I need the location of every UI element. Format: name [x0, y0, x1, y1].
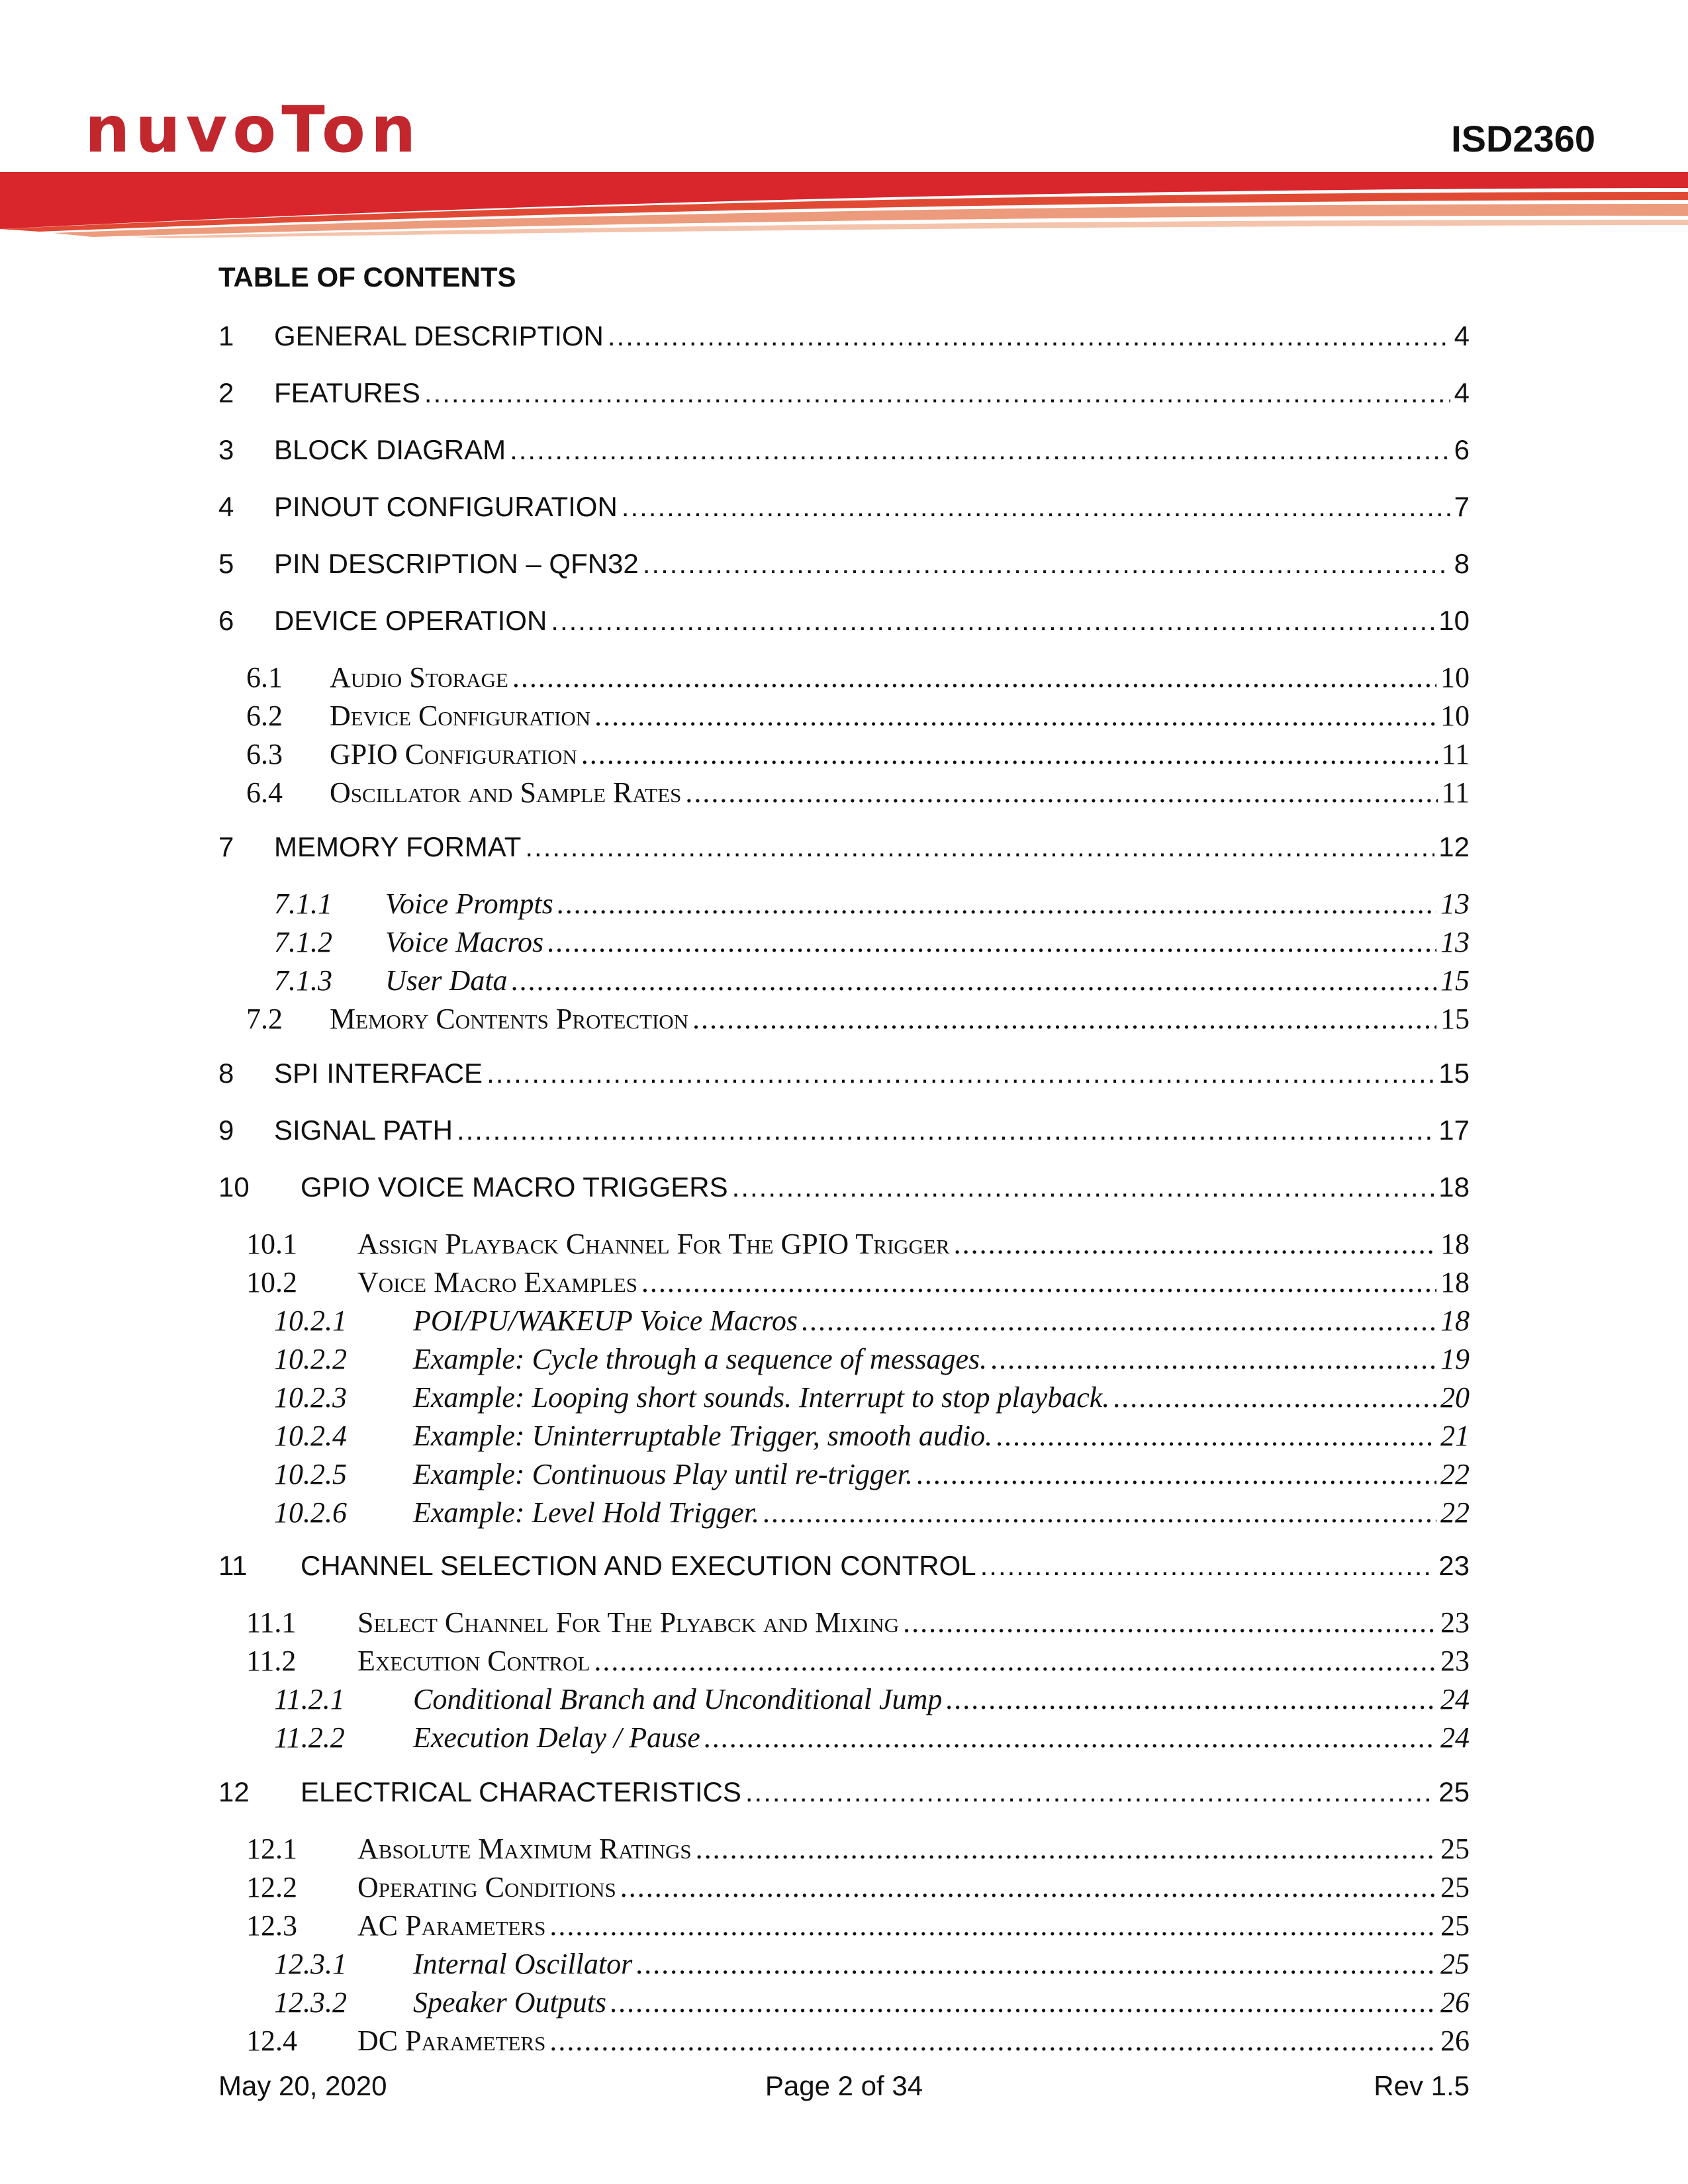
toc-entry-number: 12: [218, 1776, 250, 1807]
toc-entry-number: 10.2.3: [274, 1381, 347, 1414]
toc-entry-number: 10.2: [246, 1266, 297, 1298]
toc-entry-page: 22: [1440, 1458, 1470, 1490]
toc-entry-page: 24: [1440, 1721, 1470, 1754]
header-swoosh-graphic: [0, 165, 1688, 238]
toc-entry-title: Voice Macros: [385, 926, 544, 958]
toc-entry-number: 11: [218, 1550, 248, 1581]
toc-entry-number: 6.1: [246, 661, 283, 694]
toc-entry[interactable]: [246, 1227, 1470, 1261]
toc-entry-title: Oscillator and Sample Rates: [330, 776, 682, 809]
toc-entry-page: 21: [1440, 1420, 1470, 1452]
toc-entry-number: 2: [218, 377, 234, 408]
dot-leader: [594, 699, 1436, 733]
toc-entry-number: 1: [218, 320, 234, 351]
toc-entry-page: 19: [1440, 1343, 1470, 1375]
toc-entry-title: SPI INTERFACE: [274, 1058, 483, 1089]
toc-entry-title: Memory Contents Protection: [330, 1003, 689, 1035]
toc-entry-title: Audio Storage: [330, 661, 508, 694]
dot-leader: [457, 1115, 1434, 1146]
toc-entry-page: 25: [1438, 1776, 1470, 1807]
page-header: [0, 0, 1688, 238]
toc-entry-page: 24: [1440, 1683, 1470, 1715]
toc-entry-page: 23: [1440, 1606, 1470, 1639]
dot-leader: [549, 2024, 1436, 2058]
toc-entry-page: 17: [1438, 1115, 1470, 1146]
toc-entry[interactable]: [218, 434, 1470, 466]
toc-entry-number: 3: [218, 434, 234, 465]
toc-entry[interactable]: [218, 605, 1470, 637]
toc-entry-number: 10.2.2: [274, 1343, 347, 1375]
toc-entry-page: 10: [1440, 661, 1470, 694]
toc-entry-title: Assign Playback Channel For The GPIO Trigger: [357, 1228, 950, 1260]
dot-leader: [1113, 1381, 1436, 1414]
toc-entry[interactable]: [218, 1171, 1470, 1203]
toc-entry[interactable]: [274, 1304, 1470, 1338]
toc-entry[interactable]: [274, 1985, 1470, 2019]
toc-entry[interactable]: [246, 699, 1470, 733]
toc-entry-number: 12.3: [246, 1909, 297, 1942]
toc-entry-title: FEATURES: [274, 377, 420, 408]
toc-entry-title: AC Parameters: [357, 1909, 546, 1942]
toc-entry-page: 18: [1440, 1266, 1470, 1298]
dot-leader: [547, 925, 1436, 959]
toc-entry-title: Speaker Outputs: [413, 1986, 607, 2019]
toc-entry[interactable]: [274, 1381, 1470, 1414]
toc-entry-page: 4: [1454, 377, 1470, 408]
toc-entry-page: 10: [1438, 605, 1470, 636]
toc-entry-number: 9: [218, 1115, 234, 1146]
toc-entry-page: 18: [1440, 1228, 1470, 1260]
toc-entry[interactable]: [274, 887, 1470, 921]
toc-entry-number: 10.2.5: [274, 1458, 347, 1490]
toc-entry-number: 11.2.2: [274, 1721, 345, 1754]
toc-entry[interactable]: [246, 1870, 1470, 1904]
toc-entry-page: 13: [1440, 887, 1470, 920]
dot-leader: [512, 964, 1436, 997]
toc-entry-page: 8: [1454, 548, 1470, 579]
toc-entry[interactable]: [218, 831, 1470, 863]
toc-entry-title: Example: Continuous Play until re-trigger.: [413, 1458, 913, 1490]
toc-entry-page: 6: [1454, 434, 1470, 465]
toc-entry-title: Operating Conditions: [357, 1871, 616, 1903]
toc-entry-number: 12.4: [246, 2025, 297, 2057]
toc-entry-page: 23: [1438, 1550, 1470, 1581]
dot-leader: [557, 887, 1436, 921]
toc-entry-page: 15: [1440, 1003, 1470, 1035]
toc-entry-number: 7: [218, 831, 234, 862]
dot-leader: [487, 1058, 1434, 1089]
dot-leader: [594, 1644, 1436, 1678]
toc-entry[interactable]: [218, 1550, 1470, 1582]
toc-entry-page: 26: [1440, 2025, 1470, 2057]
toc-entry-number: 11.2.1: [274, 1683, 345, 1715]
dot-leader: [608, 320, 1450, 352]
toc-entry-page: 22: [1440, 1496, 1470, 1529]
toc-entry[interactable]: [218, 491, 1470, 523]
dot-leader: [525, 831, 1434, 863]
toc-entry-page: 4: [1454, 320, 1470, 351]
toc-entry-title: BLOCK DIAGRAM: [274, 434, 506, 465]
dot-leader: [696, 1832, 1436, 1866]
toc-entry-title: PIN DESCRIPTION – QFN32: [274, 548, 639, 579]
toc-entry-number: 4: [218, 491, 234, 522]
toc-entry-title: GPIO VOICE MACRO TRIGGERS: [301, 1171, 728, 1203]
dot-leader: [802, 1304, 1436, 1338]
toc-entry[interactable]: [246, 776, 1470, 809]
toc-entry[interactable]: [218, 1115, 1470, 1146]
toc-entry-page: 11: [1441, 776, 1470, 809]
toc-entry-page: 23: [1440, 1645, 1470, 1677]
dot-leader: [917, 1457, 1436, 1491]
toc-entry-page: 20: [1440, 1381, 1470, 1414]
toc-entry-page: 18: [1438, 1171, 1470, 1203]
toc-entry[interactable]: [246, 1606, 1470, 1639]
toc-entry[interactable]: [274, 1419, 1470, 1453]
toc-entry-number: 10.2.4: [274, 1420, 347, 1452]
toc-entry-number: 10: [218, 1171, 250, 1203]
toc-entry-number: 8: [218, 1058, 234, 1089]
toc-entry[interactable]: [218, 548, 1470, 580]
toc-entry-page: 7: [1454, 491, 1470, 522]
toc-entry[interactable]: [274, 1682, 1470, 1716]
toc-entry[interactable]: [246, 737, 1470, 771]
toc-entry-title: PINOUT CONFIGURATION: [274, 491, 618, 522]
dot-leader: [692, 1002, 1436, 1036]
dot-leader: [763, 1496, 1436, 1529]
dot-leader: [732, 1171, 1435, 1203]
toc-entry-page: 18: [1440, 1304, 1470, 1337]
toc-entry-page: 11: [1441, 738, 1470, 770]
toc-entry-page: 25: [1440, 1871, 1470, 1903]
nuvoton-logo: nuvoTon: [85, 93, 422, 167]
dot-leader: [641, 1265, 1436, 1299]
toc-entry-number: 6: [218, 605, 234, 636]
dot-leader: [549, 1909, 1436, 1942]
toc-entry-number: 11.2: [246, 1645, 297, 1677]
toc-entry-title: ELECTRICAL CHARACTERISTICS: [301, 1776, 741, 1807]
toc-entry[interactable]: [218, 320, 1470, 352]
toc-entry[interactable]: [274, 1457, 1470, 1491]
toc-entry[interactable]: [246, 2024, 1470, 2058]
toc-entry-title: GPIO Configuration: [330, 738, 577, 770]
dot-leader: [620, 1870, 1436, 1904]
toc-entry-number: 7.1.3: [274, 964, 332, 997]
toc-entry[interactable]: [274, 964, 1470, 997]
dot-leader: [424, 377, 1450, 409]
toc-entry[interactable]: [246, 1832, 1470, 1866]
dot-leader: [745, 1776, 1434, 1808]
dot-leader: [685, 776, 1437, 809]
toc-entry-number: 6.4: [246, 776, 283, 809]
dot-leader: [643, 548, 1450, 580]
toc-entry-page: 26: [1440, 1986, 1470, 2019]
dot-leader: [510, 434, 1450, 466]
toc-entry[interactable]: [274, 1342, 1470, 1376]
toc-entry-title: Select Channel For The Plyabck and Mixing: [357, 1606, 900, 1639]
toc-entry[interactable]: [246, 1002, 1470, 1036]
toc-entry-title: DEVICE OPERATION: [274, 605, 547, 636]
toc-entry-page: 25: [1440, 1833, 1470, 1865]
toc-entry[interactable]: [274, 1947, 1470, 1981]
toc-entry-number: 11.1: [246, 1606, 297, 1639]
toc-entry[interactable]: [246, 1265, 1470, 1299]
toc-entry-number: 7.2: [246, 1003, 283, 1035]
toc-entry-title: Internal Oscillator: [413, 1948, 633, 1980]
toc-entry-title: Device Configuration: [330, 700, 591, 732]
dot-leader: [581, 737, 1438, 771]
toc-entry-number: 10.1: [246, 1228, 297, 1260]
toc-entry[interactable]: [246, 1644, 1470, 1678]
toc-entry-number: 12.2: [246, 1871, 297, 1903]
toc-entry-title: Conditional Branch and Unconditional Jump: [413, 1683, 943, 1715]
toc-entry-title: Example: Cycle through a sequence of messages.: [413, 1343, 988, 1375]
toc-entry-title: Example: Level Hold Trigger.: [413, 1496, 760, 1529]
document-id: ISD2360: [1451, 118, 1595, 159]
toc-entry-title: Execution Control: [357, 1645, 590, 1677]
toc-entry-number: 12.3.2: [274, 1986, 347, 2019]
toc-entry-page: 25: [1440, 1948, 1470, 1980]
toc-entry[interactable]: [274, 925, 1470, 959]
toc-entry[interactable]: [246, 660, 1470, 694]
toc-entry-page: 15: [1440, 964, 1470, 997]
toc-entry-number: 10.2.6: [274, 1496, 347, 1529]
toc-entry-title: POI/PU/WAKEUP Voice Macros: [413, 1304, 798, 1337]
toc-entry-number: 7.1.1: [274, 887, 332, 920]
toc-entry-number: 6.3: [246, 738, 283, 770]
toc-entry-title: Absolute Maximum Ratings: [357, 1833, 692, 1865]
toc-entry[interactable]: [246, 1909, 1470, 1942]
footer-date: May 20, 2020: [218, 2070, 387, 2101]
toc-entry-number: 6.2: [246, 700, 283, 732]
toc-entry-title: Example: Uninterruptable Trigger, smooth audio.: [413, 1420, 993, 1452]
toc-entry[interactable]: [218, 377, 1470, 409]
toc-entry-page: 15: [1438, 1058, 1470, 1089]
toc-entry-title: Voice Prompts: [385, 887, 553, 920]
toc-entry-number: 12.1: [246, 1833, 297, 1865]
toc-entry-title: SIGNAL PATH: [274, 1115, 453, 1146]
toc-entry-title: Execution Delay / Pause: [413, 1721, 700, 1754]
toc-entry-title: Example: Looping short sounds. Interrupt to stop playback.: [413, 1381, 1110, 1414]
dot-leader: [512, 660, 1436, 694]
footer-revision: Rev 1.5: [1374, 2070, 1470, 2101]
toc-entry-title: CHANNEL SELECTION AND EXECUTION CONTROL: [301, 1550, 976, 1581]
dot-leader: [903, 1606, 1436, 1639]
toc-entry-number: 5: [218, 548, 234, 579]
toc-entry-number: 12.3.1: [274, 1948, 347, 1980]
toc-heading: TABLE OF CONTENTS: [218, 261, 516, 293]
toc-entry-page: 10: [1440, 700, 1470, 732]
dot-leader: [954, 1227, 1436, 1261]
toc-entry[interactable]: [274, 1496, 1470, 1529]
toc-entry[interactable]: [218, 1776, 1470, 1808]
toc-entry-title: DC Parameters: [357, 2025, 546, 2057]
toc-entry-number: 7.1.2: [274, 926, 332, 958]
toc-entry[interactable]: [218, 1058, 1470, 1089]
dot-leader: [946, 1682, 1436, 1716]
toc-entry-page: 12: [1438, 831, 1470, 862]
dot-leader: [980, 1550, 1435, 1582]
footer-page-number: Page 2 of 34: [765, 2070, 923, 2101]
toc-entry-title: GENERAL DESCRIPTION: [274, 320, 604, 351]
toc-entry-title: User Data: [385, 964, 508, 997]
dot-leader: [610, 1985, 1436, 2019]
toc-entry-title: MEMORY FORMAT: [274, 831, 522, 862]
dot-leader: [622, 491, 1450, 523]
dot-leader: [551, 605, 1434, 637]
dot-leader: [996, 1419, 1436, 1453]
toc-entry-page: 13: [1440, 926, 1470, 958]
dot-leader: [991, 1342, 1436, 1376]
toc-entry-number: 10.2.1: [274, 1304, 347, 1337]
toc-entry[interactable]: [274, 1721, 1470, 1754]
toc-entry-page: 25: [1440, 1909, 1470, 1942]
dot-leader: [636, 1947, 1436, 1981]
dot-leader: [704, 1721, 1436, 1754]
toc-entry-title: Voice Macro Examples: [357, 1266, 637, 1298]
